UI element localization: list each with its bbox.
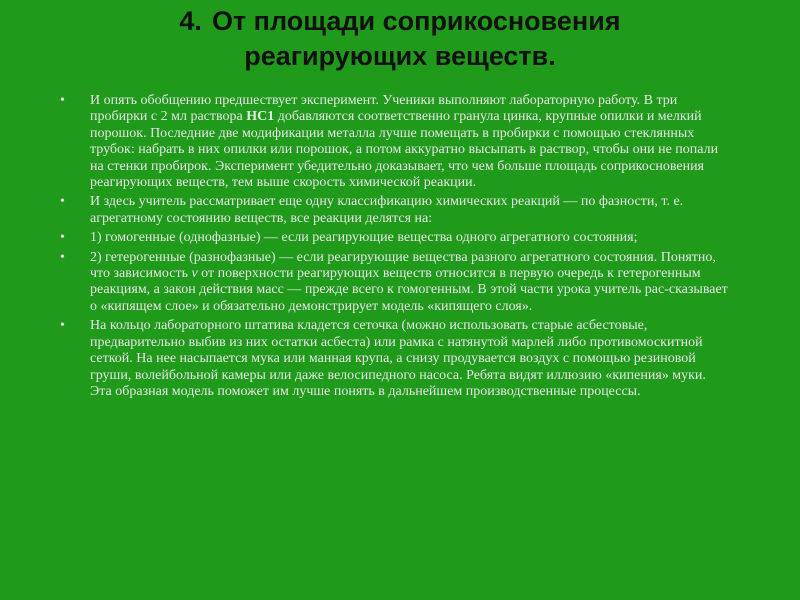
- bullet-marker: •: [60, 230, 65, 246]
- bullet-text: 1) гомогенные (однофазные) — если реагирующие вещества одного агрегатного состояния;: [90, 230, 638, 246]
- bullet-text: На кольцо лабораторного штатива кладется сеточка (можно использовать старые асбестовые, предварительно выбив из них остатки асбеста) или рамка с натянутой марлей либо противомоскитной сеткой. На нее насыпается мука или манная крупа, а снизу продувается воздух с помощью резиновой груши, волейбольной камеры или даже велосипедного насоса. Ребята видят иллюзию «кипения» муки. Эта образная модель поможет им лучше понять в дальнейшем производственные процессы.: [90, 318, 706, 399]
- velocity-symbol: v: [191, 266, 198, 282]
- bullet-marker: •: [60, 249, 65, 265]
- bullet-marker: •: [60, 318, 65, 334]
- formula-hcl: НС1: [246, 109, 275, 125]
- bullet-item: [60, 230, 730, 246]
- bullet-item: [60, 194, 730, 227]
- bullet-marker: •: [60, 93, 65, 108]
- bullet-list: [60, 93, 730, 403]
- bullet-item: [60, 93, 730, 191]
- bullet-marker: •: [60, 194, 65, 210]
- bullet-text: И опять обобщению предшествует эксперимент. Ученики выполняют лабораторную работу. В три пробирки с 2 мл раствора: [90, 93, 678, 125]
- title-text-line-1: От площади соприкосновения: [211, 6, 621, 36]
- bullet-text-continued: от поверхности реагирующих веществ относится в первую очередь к гетерогенным реакциям, а закон действия масс — прежде всего к гомогенным. В этой части урока учитель рас-сказывает о «кипящем слое» и обязательно демонстрирует модель «кипящего слоя».: [90, 266, 728, 314]
- title-number: 4.: [179, 6, 202, 36]
- bullet-text-continued: добавляются соответственно гранула цинка, крупные опилки и мелкий порошок. Последние две модификации металла лучше помещать в пробирки с помощью стеклянных трубок: набрать в них опилки или порошок, а потом аккуратно высыпать в раствор, чтобы они не попали на стенки пробирок. Эксперимент убедительно доказывает, что чем больше площадь соприкосновения реагирующих веществ, тем выше скорость химической реакции.: [90, 109, 719, 191]
- slide-title: [120, 4, 680, 74]
- bullet-text: И здесь учитель рассматривает еще одну классификацию химических реакций — по фазности, т. е. агрегатному состоянию веществ, все реакции делятся на:: [90, 194, 684, 226]
- title-line-2: реагирующих веществ.: [244, 41, 556, 71]
- bullet-item: [60, 318, 730, 400]
- bullet-item: [60, 250, 730, 316]
- title-line-1: [120, 4, 680, 39]
- bullet-text: 2) гетерогенные (разнофазные) — если реагирующие вещества разного агрегатного состояния. Понятно, что зависимость: [90, 249, 716, 282]
